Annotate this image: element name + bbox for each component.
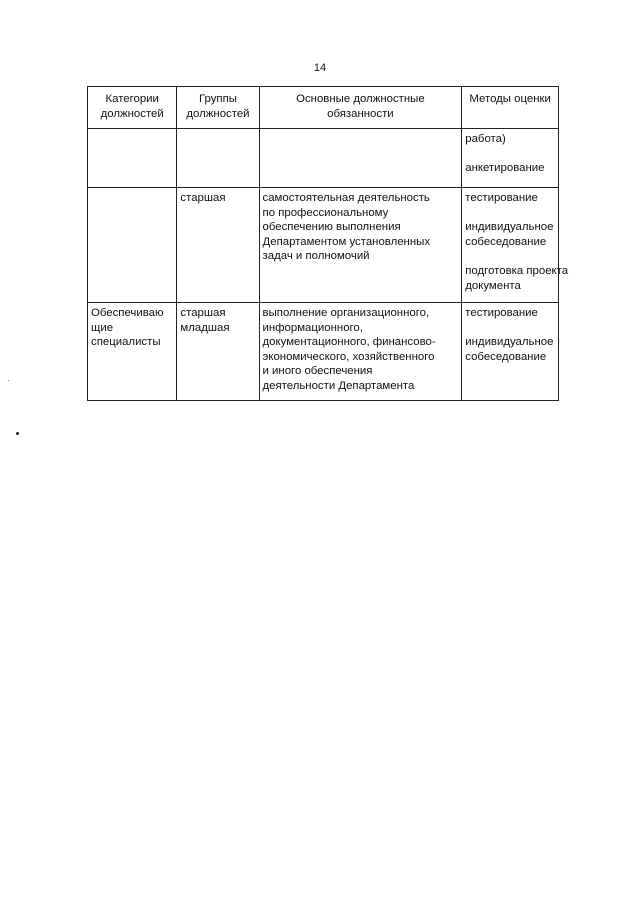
header-duties: Основные должностные обязанности xyxy=(259,87,462,129)
cell-methods: работа) анкетирование xyxy=(462,129,559,188)
cell-group: старшая младшая xyxy=(177,303,259,401)
table-row xyxy=(88,303,559,401)
header-groups: Группы должностей xyxy=(177,87,259,129)
cell-category xyxy=(88,129,177,188)
cell-group xyxy=(177,129,259,188)
cell-category xyxy=(88,188,177,303)
cell-group: старшая xyxy=(177,188,259,303)
cell-duties: самостоятельная деятельность по профессиональному обеспечению выполнения Департаментом установленных задач и полномочий xyxy=(259,188,462,303)
header-categories: Категории должностей xyxy=(88,87,177,129)
table-row xyxy=(88,188,559,303)
cell-category: Обеспечиваю щие специалисты xyxy=(88,303,177,401)
header-methods: Методы оценки xyxy=(462,87,559,129)
scan-dot xyxy=(16,432,19,435)
cell-duties: выполнение организационного, информационного, документационного, финансово- экономического, хозяйственного и иного обеспечения деятельности Департамента xyxy=(259,303,462,401)
evaluation-methods-table xyxy=(87,86,569,401)
cell-methods: тестирование индивидуальное собеседование подготовка проекта документа xyxy=(462,188,559,303)
scan-speck xyxy=(8,380,9,381)
table-header-row xyxy=(88,87,559,129)
cell-duties xyxy=(259,129,462,188)
page-number: 14 xyxy=(313,62,327,74)
table-row xyxy=(88,129,559,188)
cell-methods: тестирование индивидуальное собеседование xyxy=(462,303,559,401)
